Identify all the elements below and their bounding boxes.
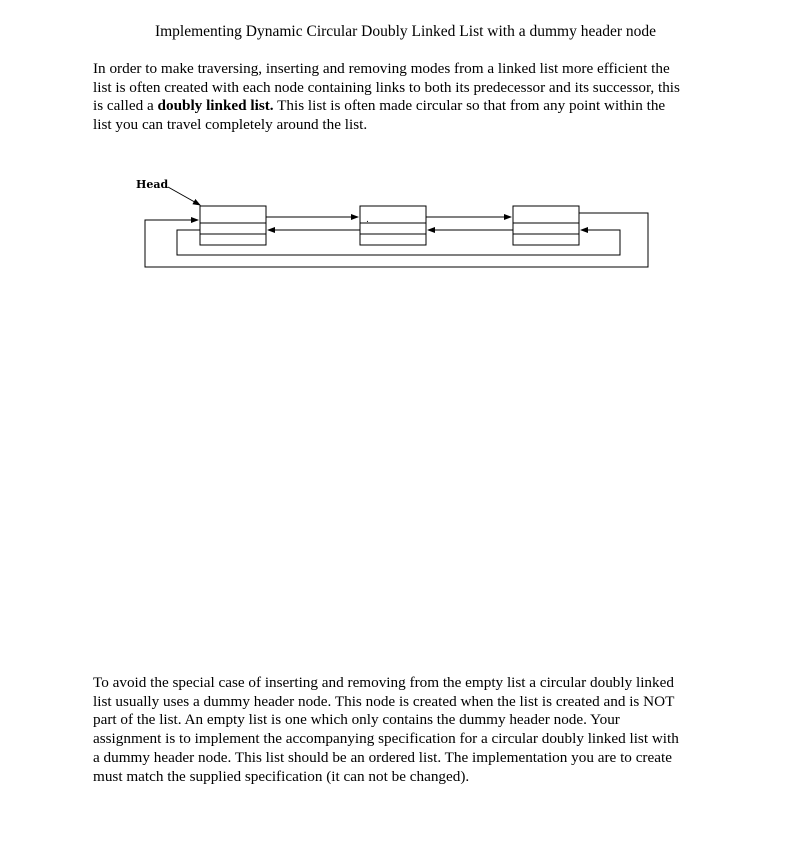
- intro-line-3-end: This list is often made circular so that from any point within the: [273, 97, 666, 115]
- node-2: [360, 206, 426, 245]
- intro-line-4: list you can travel completely around the list.: [93, 116, 368, 134]
- assignment-line-2: list usually uses a dummy header node. This node is created when the list is created and is NOT: [93, 692, 675, 710]
- node-3-box: [513, 206, 579, 245]
- node-1-box: [200, 206, 266, 245]
- assignment-line-4: assignment is to implement the accompanying specification for a circular doubly linked list with: [93, 730, 679, 748]
- head-pointer-arrow: [168, 187, 200, 205]
- intro-paragraph: [93, 60, 723, 135]
- assignment-line-5: a dummy header node. This list should be an ordered list. The implementation you are to create: [93, 748, 672, 766]
- intro-line-1: In order to make traversing, inserting and removing modes from a linked list more efficient the: [93, 60, 670, 77]
- doubly-linked-list-term: doubly linked list.: [157, 97, 274, 115]
- intro-line-2: list is often created with each node containing links to both its predecessor and its successor, this: [93, 78, 680, 96]
- page-title: Implementing Dynamic Circular Doubly Linked List with a dummy header node: [154, 23, 657, 40]
- linked-list-diagram-svg: [130, 175, 660, 275]
- linked-list-diagram: [130, 175, 660, 275]
- node-1: [200, 206, 266, 245]
- assignment-line-6: must match the supplied specification (it can not be changed).: [93, 767, 470, 785]
- node-2-box: [360, 206, 426, 245]
- node-2-dot: .: [366, 215, 369, 225]
- node-3: [513, 206, 579, 245]
- circular-next-link-3-to-1: [145, 213, 648, 267]
- head-label: Head: [136, 178, 169, 191]
- assignment-line-3: part of the list. An empty list is one which only contains the dummy header node. Your: [93, 711, 620, 729]
- assignment-line-1: To avoid the special case of inserting and removing from the empty list a circular doubly linked: [93, 674, 674, 691]
- intro-line-3-start: is called a: [93, 97, 158, 115]
- assignment-paragraph: [93, 674, 723, 786]
- intro-line-3: [93, 97, 723, 116]
